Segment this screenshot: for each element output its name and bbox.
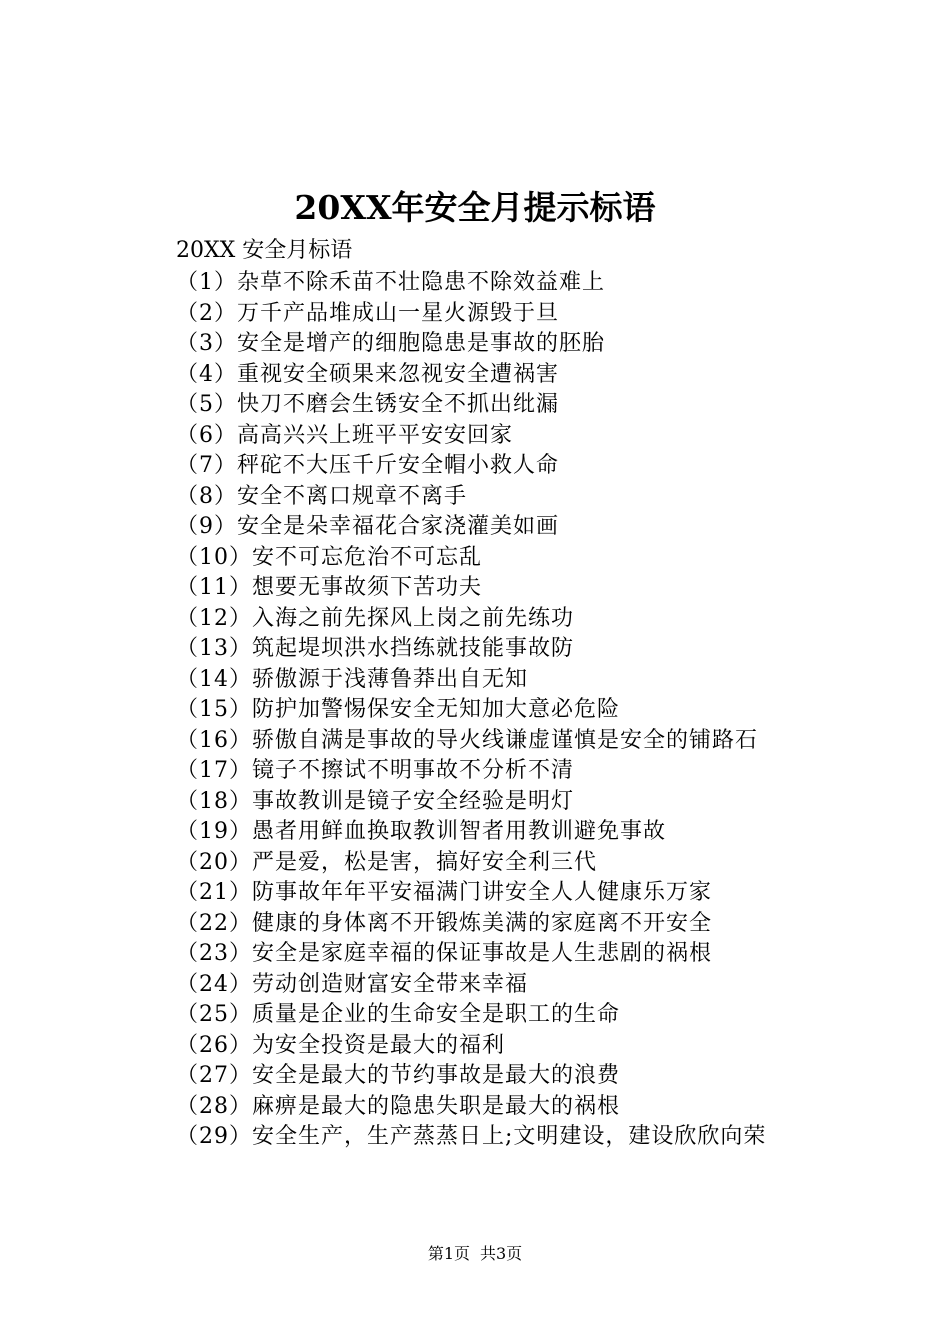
slogan-item: （29）安全生产，生产蒸蒸日上;文明建设，建设欣欣向荣 [176, 1124, 767, 1149]
slogan-item: （2）万千产品堆成山一星火源毁于旦 [176, 300, 559, 326]
page-number: 第1页 [427, 1244, 470, 1263]
slogan-item: （26）为安全投资是最大的福利 [176, 1032, 505, 1058]
slogan-item: （4）重视安全硕果来忽视安全遭祸害 [176, 361, 559, 387]
slogan-item: （23）安全是家庭幸福的保证事故是人生悲剧的祸根 [176, 941, 712, 966]
slogan-item: （9）安全是朵幸福花合家浇灌美如画 [176, 514, 559, 539]
slogan-item: （7）秤砣不大压千斤安全帽小救人命 [176, 453, 559, 478]
slogan-item: （24）劳动创造财富安全带来幸福 [176, 971, 528, 997]
slogan-item: （19）愚者用鲜血换取教训智者用教训避免事故 [176, 819, 666, 844]
slogan-list [176, 268, 766, 1153]
slogan-item: （20）严是爱，松是害，搞好安全利三代 [176, 849, 597, 875]
slogan-item: （21）防事故年年平安福满门讲安全人人健康乐万家 [176, 880, 712, 905]
slogan-item: （15）防护加警惕保安全无知加大意必危险 [176, 697, 620, 722]
slogan-item: （27）安全是最大的节约事故是最大的浪费 [176, 1063, 620, 1088]
slogan-item: （18）事故教训是镜子安全经验是明灯 [176, 788, 574, 814]
document-title: 20XX年安全月提示标语 [294, 188, 656, 227]
page-footer [0, 1242, 950, 1266]
slogan-item: （22）健康的身体离不开锻炼美满的家庭离不开安全 [176, 910, 712, 936]
slogan-item: （28）麻痹是最大的隐患失职是最大的祸根 [176, 1093, 620, 1119]
page-total: 共3页 [480, 1244, 523, 1263]
document-subtitle: 20XX 安全月标语 [176, 238, 353, 263]
slogan-item: （13）筑起堤坝洪水挡练就技能事故防 [176, 636, 574, 661]
slogan-item: （5）快刀不磨会生锈安全不抓出纰漏 [176, 392, 559, 417]
slogan-item: （17）镜子不擦试不明事故不分析不清 [176, 758, 574, 783]
slogan-item: （16）骄傲自满是事故的导火线谦虚谨慎是安全的铺路石 [176, 727, 758, 753]
slogan-item: （14）骄傲源于浅薄鲁莽出自无知 [176, 666, 528, 692]
slogan-item: （10）安不可忘危治不可忘乱 [176, 544, 482, 570]
slogan-item: （11）想要无事故须下苦功夫 [176, 575, 482, 600]
slogan-item: （25）质量是企业的生命安全是职工的生命 [176, 1002, 620, 1027]
slogan-item: （1）杂草不除禾苗不壮隐患不除效益难上 [176, 270, 605, 295]
slogan-item: （3）安全是增产的细胞隐患是事故的胚胎 [176, 331, 605, 356]
slogan-item: （8）安全不离口规章不离手 [176, 483, 467, 509]
slogan-item: （12）入海之前先探风上岗之前先练功 [176, 605, 574, 631]
slogan-item: （6）高高兴兴上班平平安安回家 [176, 422, 513, 448]
